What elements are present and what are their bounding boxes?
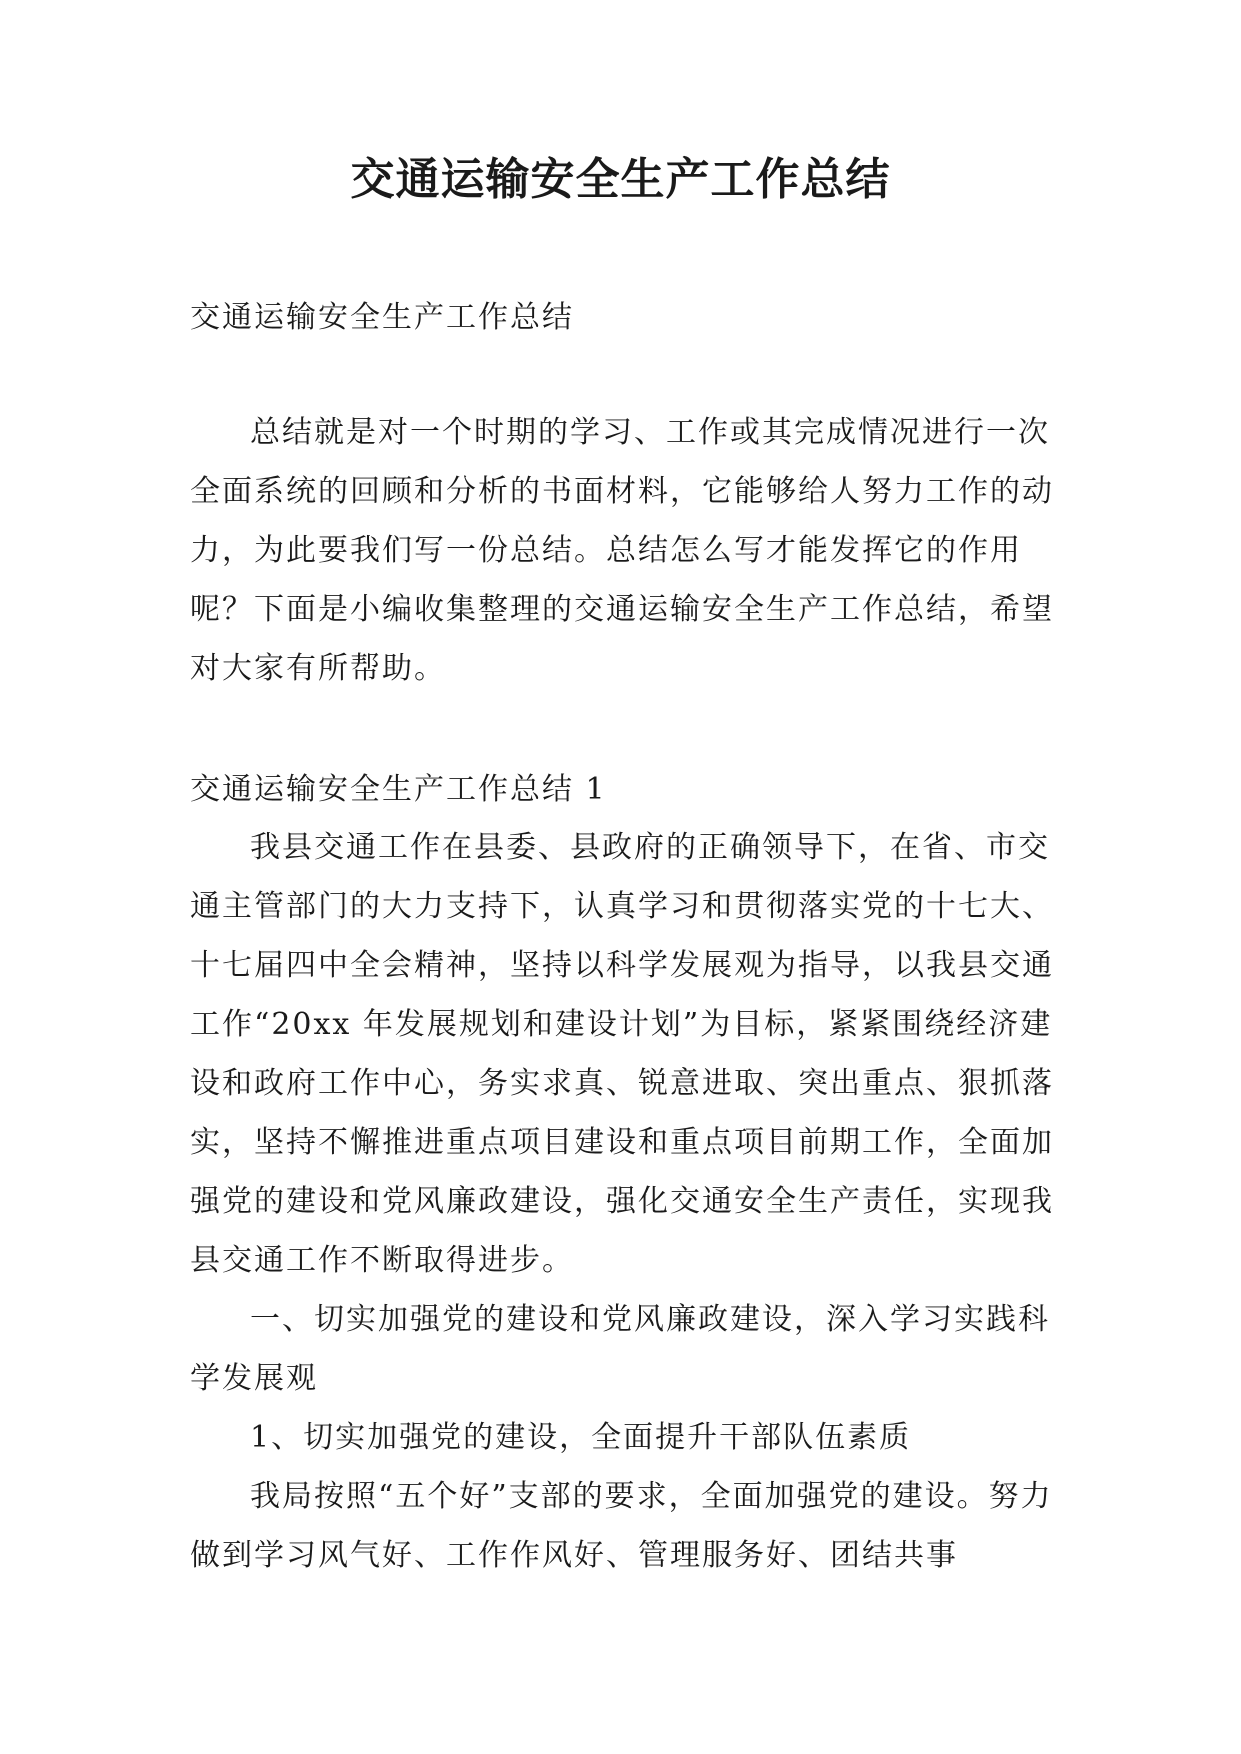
document-title: 交通运输安全生产工作总结 xyxy=(350,154,891,205)
document-subtitle: 交通运输安全生产工作总结 xyxy=(190,300,574,335)
body-paragraph: 我局按照“五个好”支部的要求，全面加强党的建设。努力做到学习风气好、工作作风好、管理服务好、团结共事 xyxy=(190,1479,1053,1573)
intro-paragraph: 总结就是对一个时期的学习、工作或其完成情况进行一次全面系统的回顾和分析的书面材料，它能够给人努力工作的动力，为此要我们写一份总结。总结怎么写才能发挥它的作用呢？下面是小编收集整理的交通运输安全生产工作总结，希望对大家有所帮助。 xyxy=(190,415,1054,686)
heading-level-1: 一、切实加强党的建设和党风廉政建设，深入学习实践科学发展观 xyxy=(190,1302,1050,1396)
section-content xyxy=(190,818,1070,1585)
body-paragraph: 我县交通工作在县委、县政府的正确领导下，在省、市交通主管部门的大力支持下，认真学习和贯彻落实党的十七大、十七届四中全会精神，坚持以科学发展观为指导，以我县交通工作“20xx 年发展规划和建设计划”为目标，紧紧围绕经济建设和政府工作中心，务实求真、锐意进取、突出重点、狠抓落实，坚持不懈推进重点项目建设和重点项目前期工作，全面加强党的建设和党风廉政建设，强化交通安全生产责任，实现我县交通工作不断取得进步。 xyxy=(190,830,1054,1278)
intro-block xyxy=(190,403,1070,698)
section-title: 交通运输安全生产工作总结 1 xyxy=(190,772,607,807)
heading-level-2: 1、切实加强党的建设，全面提升干部队伍素质 xyxy=(250,1420,912,1455)
